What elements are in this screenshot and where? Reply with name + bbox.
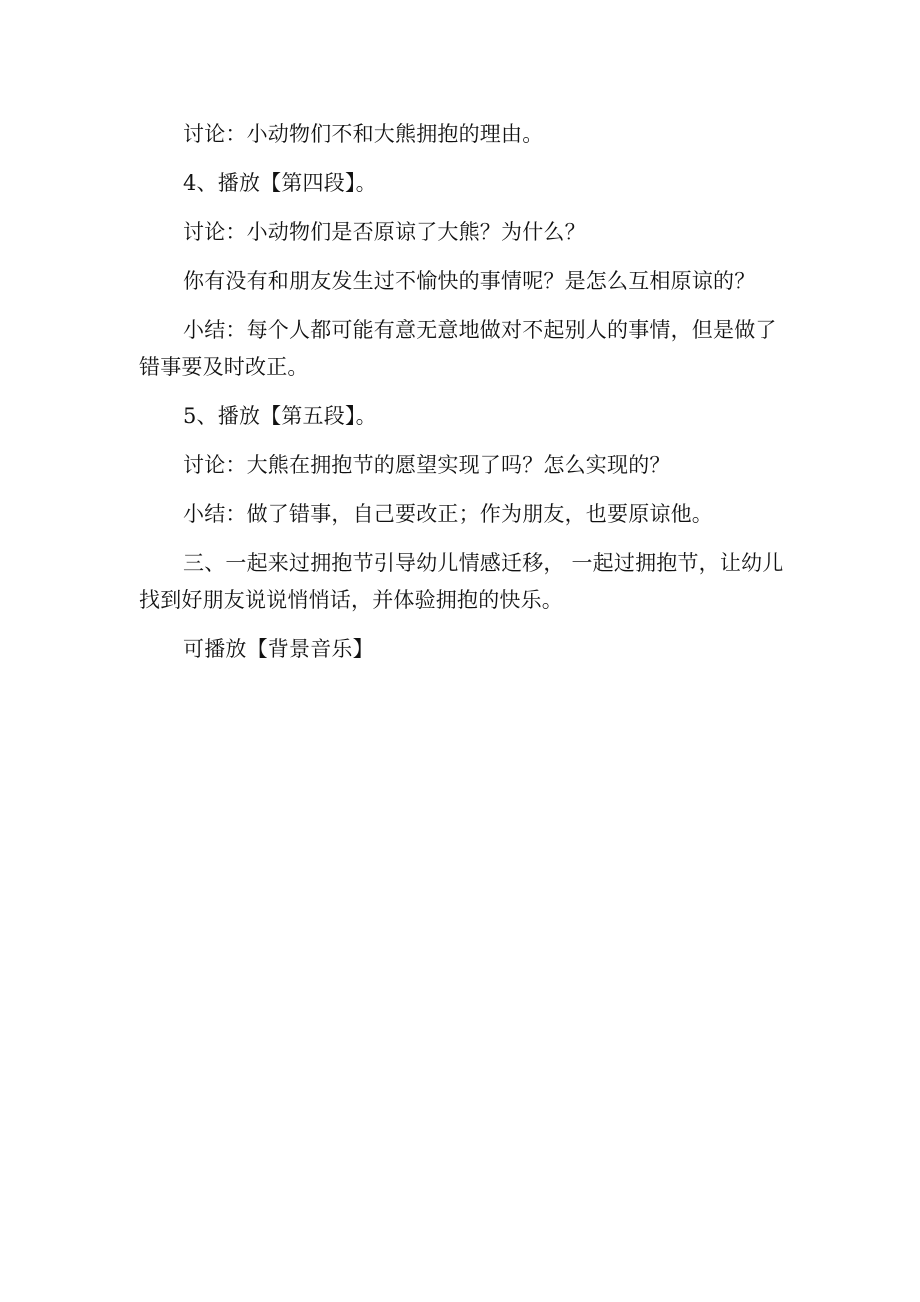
paragraph-summary-correct: 小结：做了错事，自己要改正；作为朋友，也要原谅他。: [183, 502, 713, 526]
paragraph-discussion-reason: 讨论：小动物们不和大熊拥抱的理由。: [183, 122, 544, 146]
paragraph-discussion-forgive: 讨论：小动物们是否原谅了大熊？为什么？: [183, 220, 586, 244]
paragraph-play-section-5: 5、播放【第五段】。: [183, 404, 377, 428]
paragraph-play-section-4: 4、播放【第四段】。: [183, 171, 377, 195]
paragraph-discussion-wish: 讨论：大熊在拥抱节的愿望实现了吗？怎么实现的？: [183, 453, 671, 477]
paragraph-summary-mistakes: 小结：每个人都可能有意无意地做对不起别人的事情，但是做了错事要及时改正。: [139, 318, 777, 379]
paragraph-question-friends: 你有没有和朋友发生过不愉快的事情呢？是怎么互相原谅的？: [183, 269, 756, 293]
document-body: [139, 116, 789, 680]
paragraph-section-three: 三、一起来过拥抱节引导幼儿情感迁移， 一起过拥抱节，让幼儿找到好朋友说说悄悄话，并体验拥抱的快乐。: [139, 551, 784, 612]
paragraph-background-music: 可播放【背景音乐】: [183, 637, 374, 661]
